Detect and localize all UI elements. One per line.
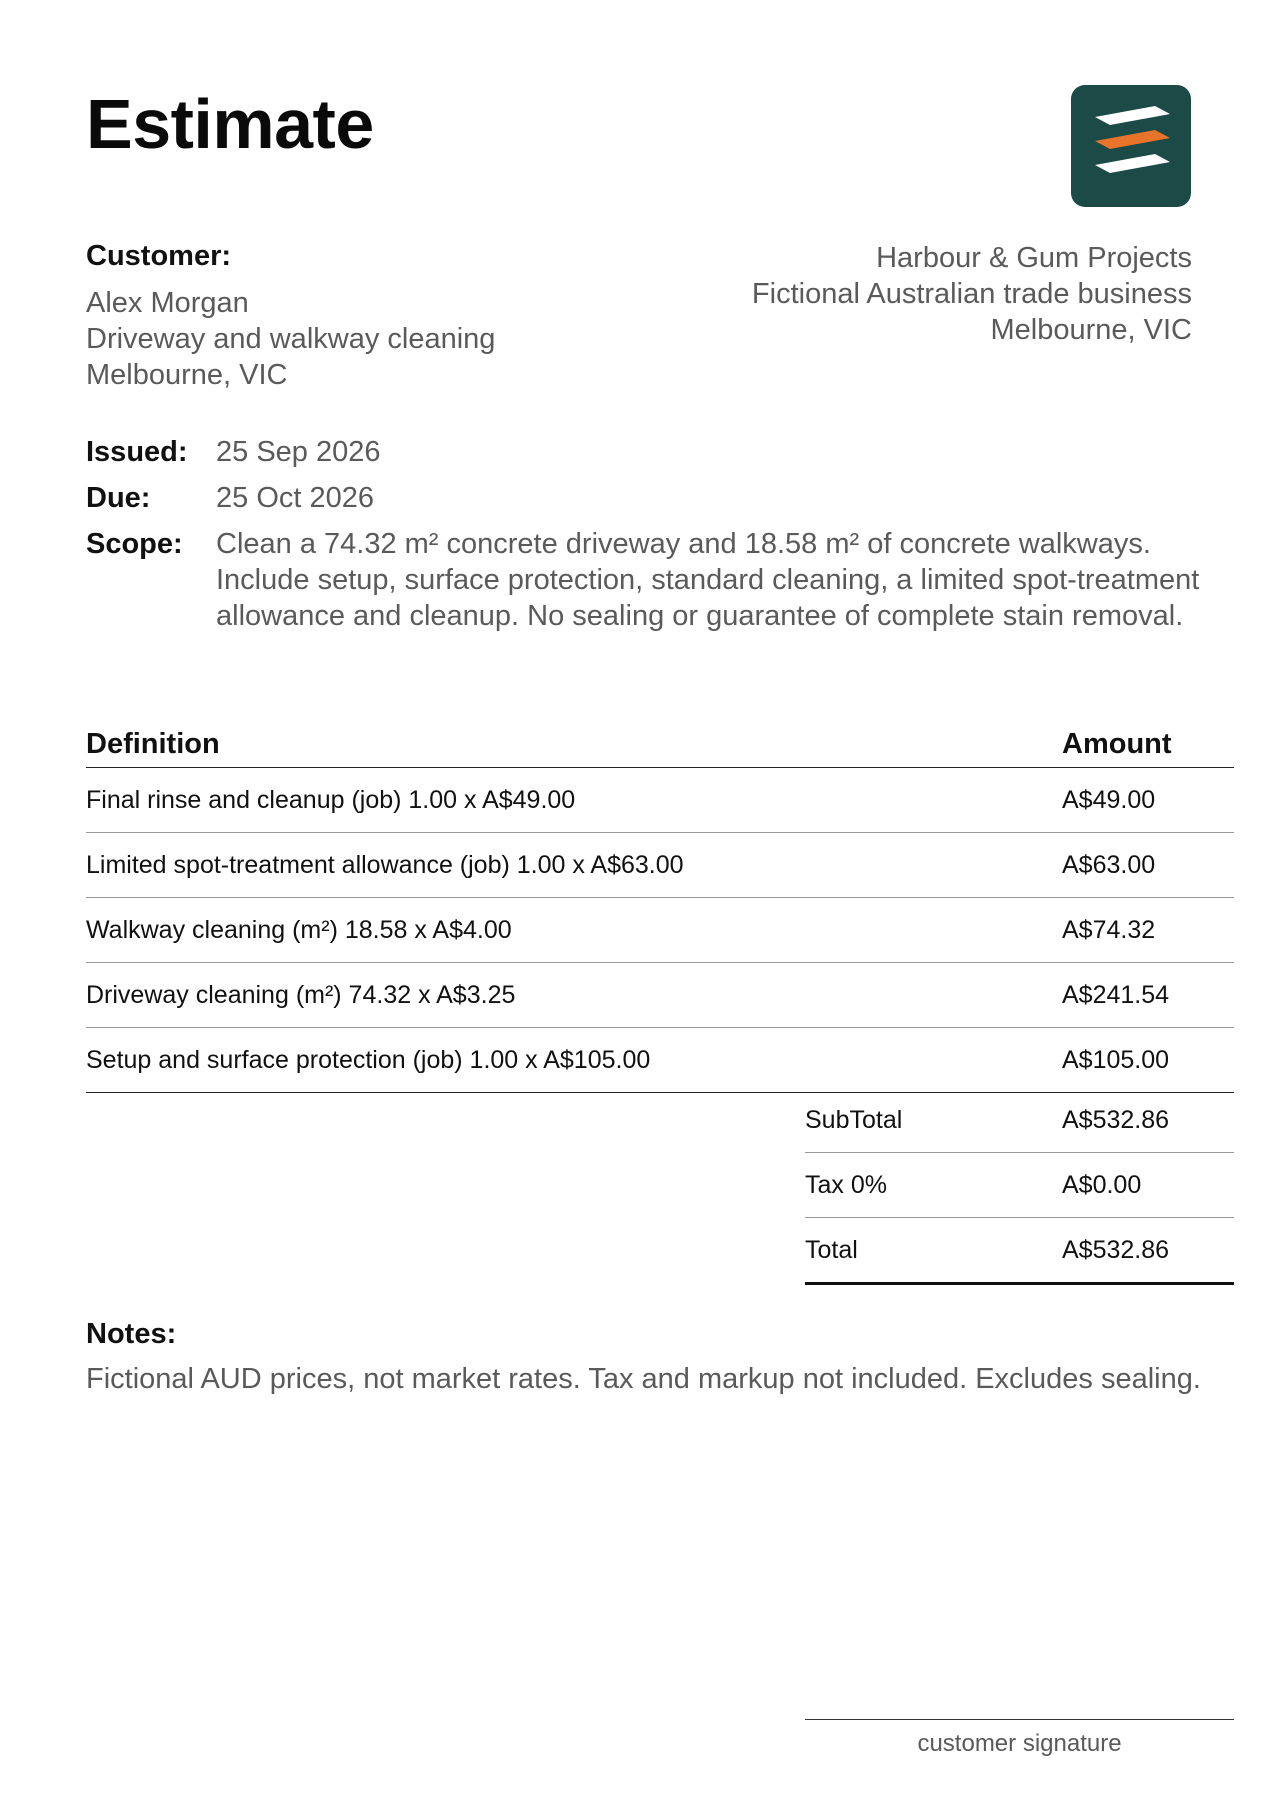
item-amount: A$49.00 bbox=[1062, 785, 1156, 814]
due-label: Due: bbox=[86, 482, 151, 514]
due-row bbox=[86, 480, 1216, 516]
item-definition: Final rinse and cleanup (job) 1.00 x A$49.00 bbox=[86, 785, 576, 814]
scope-text: Clean a 74.32 m² concrete driveway and 18.58 m² of concrete walkways. Include setup, surface protection, standard cleaning, a limited spot-treatment allowance and cleanup. No sealing or guarantee of complete stain removal. bbox=[216, 528, 1200, 632]
amount-header: Amount bbox=[1062, 728, 1172, 760]
estimate-meta bbox=[86, 434, 1216, 644]
item-amount: A$63.00 bbox=[1062, 850, 1156, 879]
business-name: Harbour & Gum Projects bbox=[876, 242, 1192, 274]
customer-signature-line: customer signature bbox=[805, 1719, 1234, 1758]
item-amount: A$74.32 bbox=[1062, 915, 1156, 944]
line-items-table bbox=[86, 725, 1234, 1093]
table-row bbox=[86, 898, 1234, 963]
table-row bbox=[86, 963, 1234, 1028]
scope-label: Scope: bbox=[86, 528, 183, 560]
issued-row bbox=[86, 434, 1216, 470]
issued-label: Issued: bbox=[86, 436, 188, 468]
total-row bbox=[805, 1218, 1234, 1285]
table-row bbox=[86, 833, 1234, 898]
item-definition: Setup and surface protection (job) 1.00 x A$105.00 bbox=[86, 1045, 651, 1074]
stacked-layers-logo-icon bbox=[1071, 85, 1191, 207]
total-label: Total bbox=[805, 1235, 858, 1264]
subtotal-label: SubTotal bbox=[805, 1105, 903, 1134]
customer-name: Alex Morgan bbox=[86, 287, 249, 319]
business-location: Melbourne, VIC bbox=[990, 314, 1192, 346]
totals-block bbox=[805, 1088, 1234, 1285]
issued-date: 25 Sep 2026 bbox=[216, 436, 381, 468]
subtotal-value: A$532.86 bbox=[1062, 1105, 1170, 1134]
item-definition: Limited spot-treatment allowance (job) 1.00 x A$63.00 bbox=[86, 850, 684, 879]
scope-row bbox=[86, 526, 1216, 634]
definition-header: Definition bbox=[86, 728, 220, 760]
tax-value: A$0.00 bbox=[1062, 1170, 1142, 1199]
customer-job: Driveway and walkway cleaning bbox=[86, 323, 496, 355]
customer-location: Melbourne, VIC bbox=[86, 359, 288, 391]
item-definition: Walkway cleaning (m²) 18.58 x A$4.00 bbox=[86, 915, 512, 944]
tax-row bbox=[805, 1153, 1234, 1218]
subtotal-row bbox=[805, 1088, 1234, 1153]
due-date: 25 Oct 2026 bbox=[216, 482, 374, 514]
customer-label: Customer: bbox=[86, 240, 232, 272]
notes-text: Fictional AUD prices, not market rates. Tax and markup not included. Excludes sealing. bbox=[86, 1363, 1201, 1395]
item-definition: Driveway cleaning (m²) 74.32 x A$3.25 bbox=[86, 980, 516, 1009]
business-description: Fictional Australian trade business bbox=[751, 278, 1192, 310]
item-amount: A$241.54 bbox=[1062, 980, 1170, 1009]
item-amount: A$105.00 bbox=[1062, 1045, 1170, 1074]
total-value: A$532.86 bbox=[1062, 1235, 1170, 1264]
table-row bbox=[86, 768, 1234, 833]
document-title: Estimate bbox=[86, 85, 374, 163]
table-row bbox=[86, 1028, 1234, 1093]
notes-label: Notes: bbox=[86, 1318, 177, 1350]
business-block bbox=[592, 240, 1192, 348]
notes-block bbox=[86, 1318, 1216, 1397]
table-header bbox=[86, 725, 1234, 768]
company-logo bbox=[1071, 85, 1191, 207]
tax-label: Tax 0% bbox=[805, 1170, 887, 1199]
